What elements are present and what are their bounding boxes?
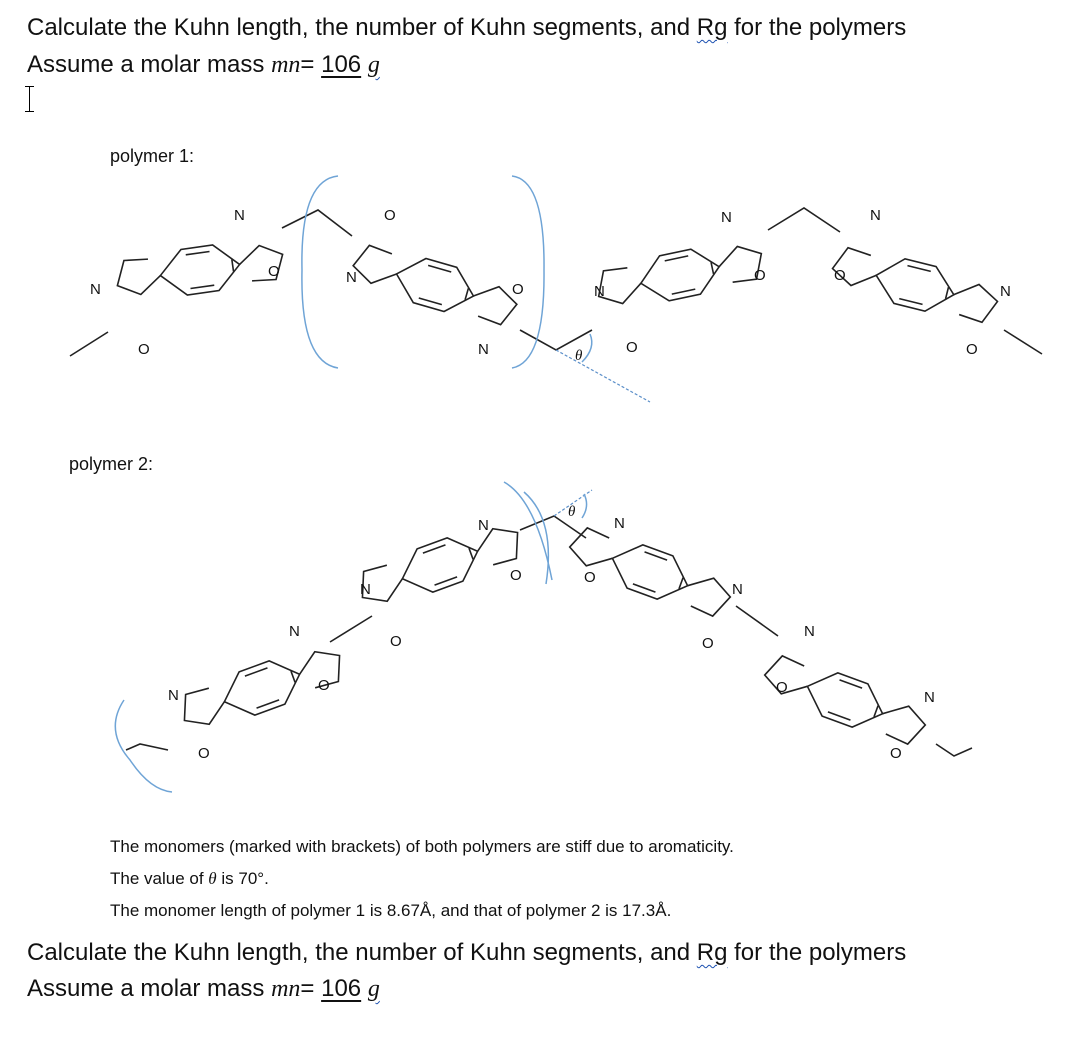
rg-term-repeat: Rg <box>696 939 728 966</box>
molar-mass-symbol-repeat: mn <box>271 976 301 1002</box>
svg-text:N: N <box>90 281 101 298</box>
polymer-2-chain <box>115 482 972 792</box>
molar-mass-value: 106 <box>321 51 362 78</box>
svg-text:O: O <box>966 341 978 358</box>
note-stiff-monomers: The monomers (marked with brackets) of both polymers are stiff due to aromaticity. <box>110 837 734 856</box>
svg-text:O: O <box>318 677 330 694</box>
svg-text:N: N <box>478 341 489 358</box>
svg-text:N: N <box>924 689 935 706</box>
svg-text:O: O <box>512 281 524 298</box>
molar-mass-value-repeat: 106 <box>321 975 362 1002</box>
svg-text:N: N <box>1000 283 1011 300</box>
molar-mass-unit-repeat: g <box>367 976 380 1002</box>
polymer-1-chain <box>70 176 1042 402</box>
monomer-bracket-2-left <box>115 700 172 792</box>
monomer-bracket-2-right-b <box>524 492 548 584</box>
svg-text:N: N <box>614 515 625 532</box>
svg-text:O: O <box>890 745 902 762</box>
svg-text:O: O <box>834 267 846 284</box>
molar-mass-label: Assume a molar mass <box>27 51 272 78</box>
polymer-2-label: polymer 2: <box>69 454 154 474</box>
svg-text:O: O <box>776 679 788 696</box>
monomer-bracket-right <box>512 176 544 368</box>
note-monomer-length: The monomer length of polymer 1 is 8.67Å, and that of polymer 2 is 17.3Å. <box>110 901 672 920</box>
monomer-bracket-left <box>302 176 338 368</box>
polymer-1-label: polymer 1: <box>110 146 195 166</box>
svg-text:O: O <box>384 207 396 224</box>
note-theta-value: The value of θ is 70°. <box>110 869 269 888</box>
svg-text:N: N <box>594 283 605 300</box>
svg-text:N: N <box>346 269 357 286</box>
rg-term: Rg <box>696 14 728 41</box>
question-text-end: for the polymers <box>727 14 907 41</box>
equals-sign: = <box>300 51 322 78</box>
theta-label-polymer-1: θ <box>575 348 583 364</box>
svg-text:O: O <box>390 633 402 650</box>
molar-mass-unit: g <box>367 52 380 78</box>
svg-text:N: N <box>732 581 743 598</box>
theta-label-polymer-2: θ <box>568 504 576 520</box>
svg-text:N: N <box>234 207 245 224</box>
question-repeat-line-1: Calculate the Kuhn length, the number of Kuhn segments, and Rg for the polymers <box>27 939 907 966</box>
polymer-1-atoms <box>90 207 1011 358</box>
svg-text:N: N <box>289 623 300 640</box>
svg-text:N: N <box>168 687 179 704</box>
svg-text:O: O <box>702 635 714 652</box>
svg-text:N: N <box>870 207 881 224</box>
question-repeat-line-2: Assume a molar mass mn= 106 g <box>27 975 380 1002</box>
question-text: Calculate the Kuhn length, the number of Kuhn segments, and <box>27 14 697 41</box>
svg-text:N: N <box>721 209 732 226</box>
svg-text:N: N <box>804 623 815 640</box>
svg-text:N: N <box>360 581 371 598</box>
svg-text:O: O <box>138 341 150 358</box>
svg-text:N: N <box>478 517 489 534</box>
svg-text:O: O <box>510 567 522 584</box>
svg-text:O: O <box>754 267 766 284</box>
theta-symbol: θ <box>208 869 217 888</box>
svg-text:O: O <box>268 263 280 280</box>
svg-text:O: O <box>626 339 638 356</box>
svg-text:O: O <box>584 569 596 586</box>
molar-mass-symbol: mn <box>271 52 301 78</box>
svg-text:O: O <box>198 745 210 762</box>
polymer-2-atoms <box>168 515 935 762</box>
